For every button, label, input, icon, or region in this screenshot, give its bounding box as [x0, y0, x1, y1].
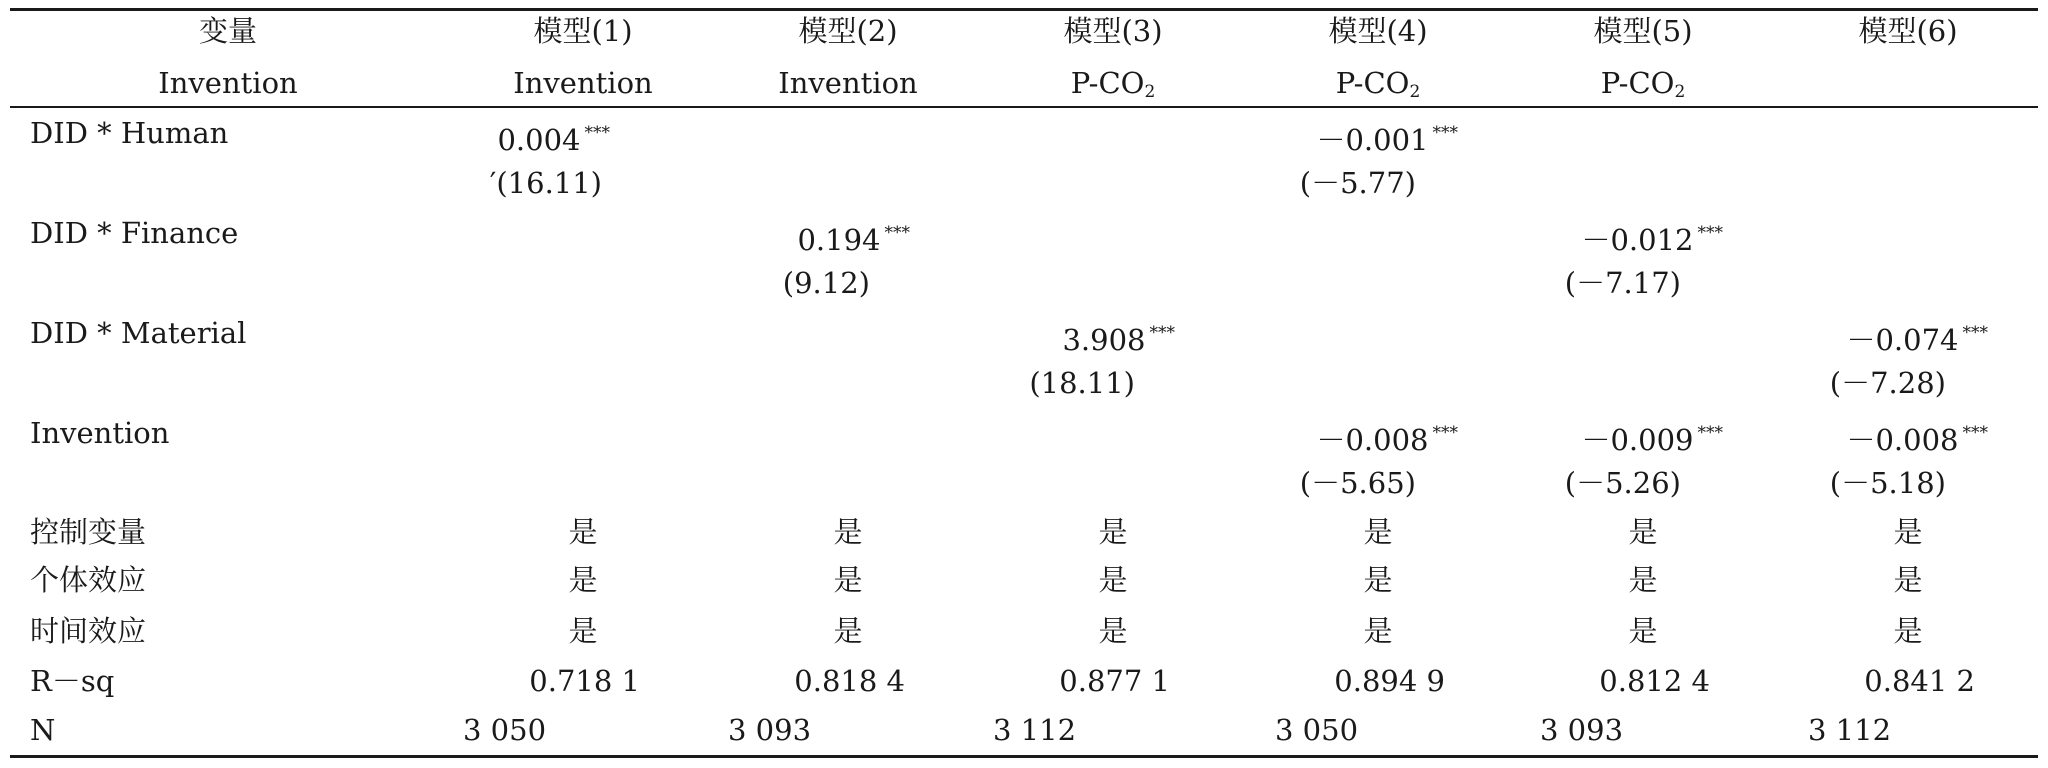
- individual-m5: 是: [1628, 563, 1658, 597]
- header-model-1: 模型(1): [533, 14, 633, 48]
- rsq-m4: 0.894 9: [1334, 664, 1445, 698]
- controls-m1: 是: [568, 515, 598, 549]
- individual-m1: 是: [568, 563, 598, 597]
- controls-m5: 是: [1628, 515, 1658, 549]
- bottom-rule: [10, 755, 2038, 758]
- controls-m3: 是: [1098, 515, 1128, 549]
- coef-finance-m2: 0.194 ***: [797, 223, 910, 257]
- individual-m3: 是: [1098, 563, 1128, 597]
- n-m6: 3 112: [1808, 713, 1892, 747]
- header-model-6: 模型(6): [1858, 14, 1958, 48]
- row-label-did-human: DID * Human: [30, 116, 229, 150]
- row-label-did-finance: DID * Finance: [30, 216, 239, 250]
- row-label-did-material: DID * Material: [30, 316, 247, 350]
- individual-m4: 是: [1363, 563, 1393, 597]
- header-dep-model-4: $P-CO_2$: [1335, 66, 1421, 102]
- coef-invention-m5: －0.009 ***: [1581, 423, 1723, 457]
- time-m6: 是: [1893, 614, 1923, 648]
- header-variable: 变量: [198, 14, 258, 48]
- tstat-finance-m2: (9.12): [782, 266, 870, 300]
- time-m1: 是: [568, 614, 598, 648]
- row-label-invention: Invention: [30, 416, 170, 450]
- header-dep-model-2: Invention: [778, 66, 918, 100]
- n-m1: 3 050: [463, 713, 547, 747]
- controls-m6: 是: [1893, 515, 1923, 549]
- tstat-invention-m5: (－5.26): [1564, 466, 1681, 500]
- header-dep-model-5: $P-CO_2$: [1600, 66, 1686, 102]
- header-model-5: 模型(5): [1593, 14, 1693, 48]
- header-dep-model-1: Invention: [513, 66, 653, 100]
- individual-m2: 是: [833, 563, 863, 597]
- n-m2: 3 093: [728, 713, 812, 747]
- rsq-m5: 0.812 4: [1599, 664, 1710, 698]
- header-rule: [10, 106, 2038, 108]
- tstat-human-m1: ′(16.11): [489, 166, 602, 200]
- rsq-m1: 0.718 1: [529, 664, 640, 698]
- individual-m6: 是: [1893, 563, 1923, 597]
- rsq-m3: 0.877 1: [1059, 664, 1170, 698]
- coef-human-m4: －0.001 ***: [1316, 123, 1458, 157]
- tstat-human-m4: (－5.77): [1299, 166, 1416, 200]
- coef-invention-m6: －0.008 ***: [1846, 423, 1988, 457]
- coef-material-m6: －0.074 ***: [1846, 323, 1988, 357]
- row-label-individual-effect: 个体效应: [30, 563, 147, 597]
- controls-m2: 是: [833, 515, 863, 549]
- time-m5: 是: [1628, 614, 1658, 648]
- header-model-4: 模型(4): [1328, 14, 1428, 48]
- row-label-n: N: [30, 713, 56, 747]
- header-dep-model-3: $P-CO_2$: [1070, 66, 1156, 102]
- header-model-2: 模型(2): [798, 14, 898, 48]
- tstat-material-m3: (18.11): [1029, 366, 1135, 400]
- tstat-material-m6: (－7.28): [1829, 366, 1946, 400]
- time-m2: 是: [833, 614, 863, 648]
- rsq-m2: 0.818 4: [794, 664, 905, 698]
- coef-invention-m4: －0.008 ***: [1316, 423, 1458, 457]
- tstat-invention-m4: (－5.65): [1299, 466, 1416, 500]
- time-m3: 是: [1098, 614, 1128, 648]
- coef-finance-m5: －0.012 ***: [1581, 223, 1723, 257]
- n-m4: 3 050: [1275, 713, 1359, 747]
- tstat-finance-m5: (－7.17): [1564, 266, 1681, 300]
- controls-m4: 是: [1363, 515, 1393, 549]
- row-label-controls: 控制变量: [30, 515, 147, 549]
- time-m4: 是: [1363, 614, 1393, 648]
- top-rule: [10, 8, 2038, 11]
- n-m3: 3 112: [993, 713, 1077, 747]
- tstat-invention-m6: (－5.18): [1829, 466, 1946, 500]
- header-dep-var: Invention: [158, 66, 298, 100]
- coef-material-m3: 3.908 ***: [1062, 323, 1175, 357]
- coef-human-m1: 0.004 ***: [497, 123, 610, 157]
- n-m5: 3 093: [1540, 713, 1624, 747]
- row-label-time-effect: 时间效应: [30, 614, 147, 648]
- rsq-m6: 0.841 2: [1864, 664, 1975, 698]
- header-model-3: 模型(3): [1063, 14, 1163, 48]
- row-label-rsq: R－sq: [30, 664, 115, 698]
